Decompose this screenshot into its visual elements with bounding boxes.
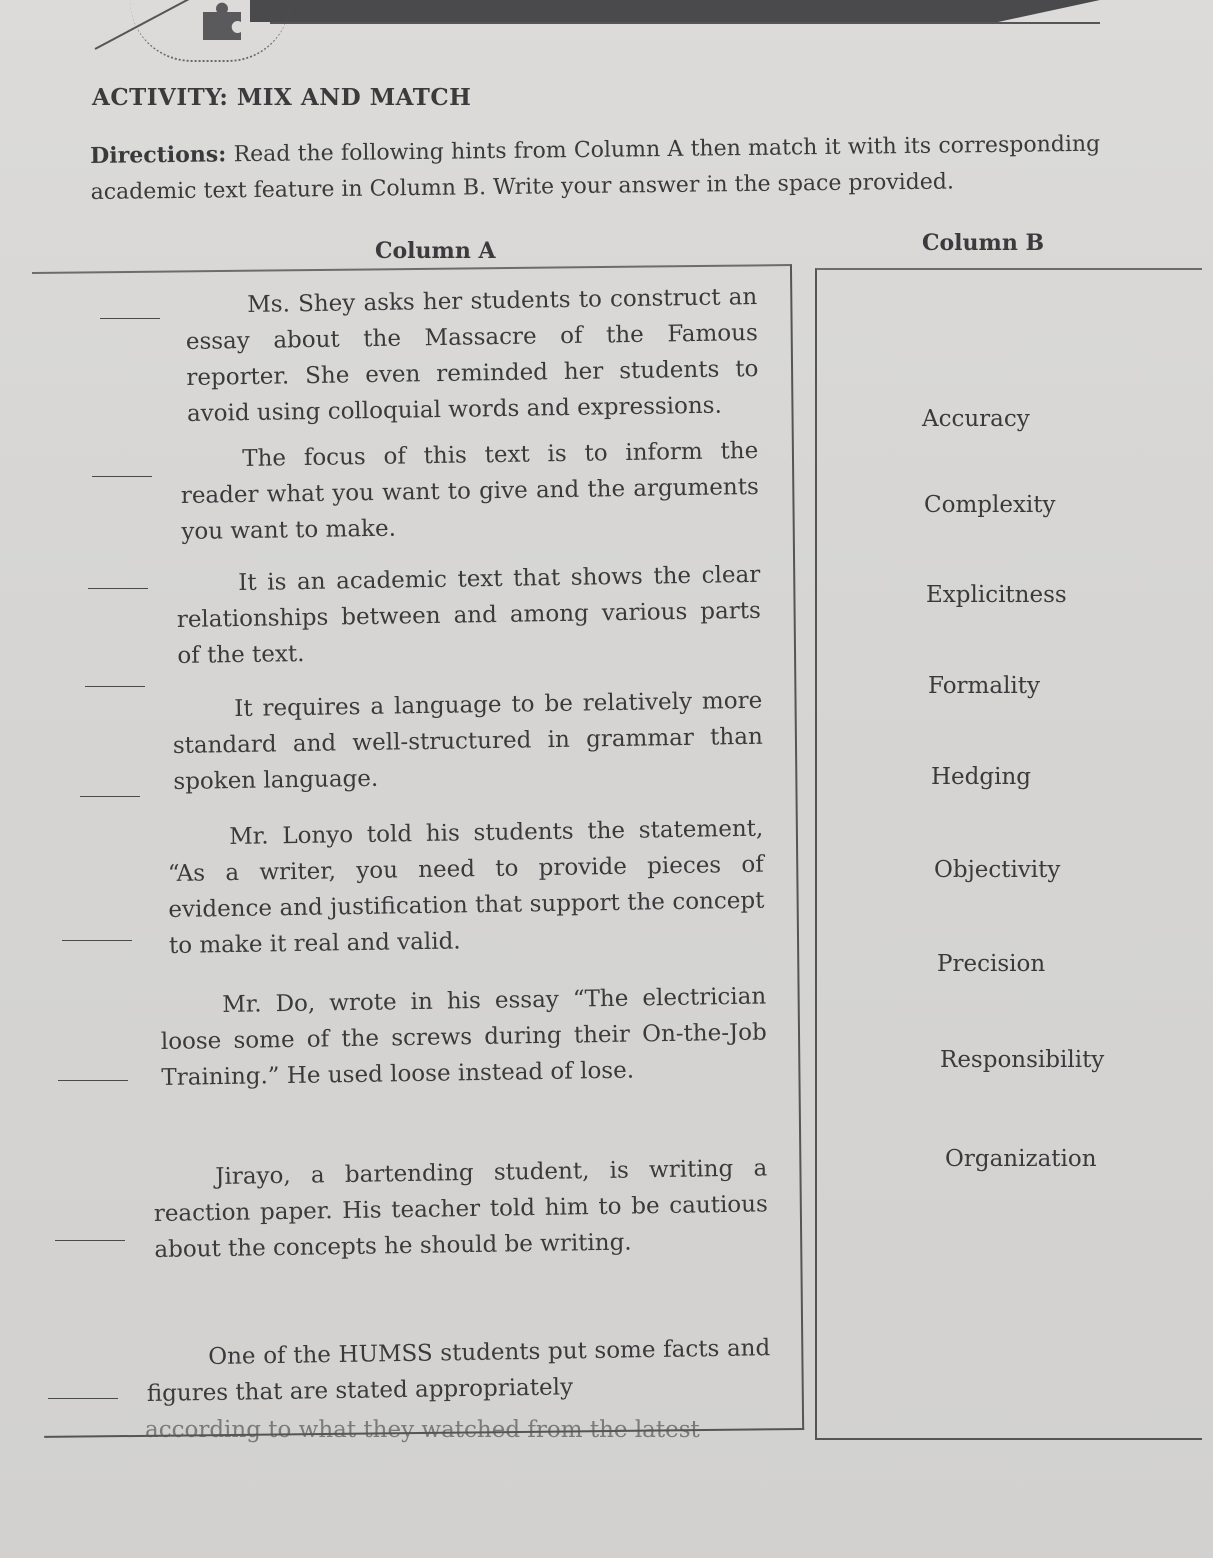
column-b-option-precision: Precision xyxy=(937,951,1046,977)
column-a-item-3 xyxy=(176,557,762,674)
column-a-item-2-text: The focus of this text is to inform the reader what you want to give and the arguments you want to make. xyxy=(180,437,759,545)
column-b-option-accuracy: Accuracy xyxy=(922,406,1030,432)
column-a-item-1 xyxy=(185,279,759,432)
column-a-item-8 xyxy=(146,1330,771,1412)
directions-paragraph xyxy=(90,126,1101,211)
column-a-item-7-text: Jirayo, a bartending student, is writing a reaction paper. His teacher told him to be cautious about the concepts he should be writing. xyxy=(153,1155,768,1263)
column-a-heading: Column A xyxy=(375,238,496,264)
answer-blank-3[interactable] xyxy=(88,588,148,589)
column-b-option-explicitness: Explicitness xyxy=(926,582,1067,608)
column-a-item-3-text: It is an academic text that shows the clear relationships between and among various parts of the text. xyxy=(176,561,761,669)
header-rule xyxy=(270,22,1100,24)
activity-title: ACTIVITY: MIX AND MATCH xyxy=(92,84,472,111)
column-b-option-formality: Formality xyxy=(928,673,1041,699)
answer-blank-6[interactable] xyxy=(62,940,132,941)
column-b-option-objectivity: Objectivity xyxy=(934,857,1061,883)
header-banner xyxy=(250,0,1100,22)
puzzle-piece-icon xyxy=(195,2,255,40)
column-a-item-5-text: Mr. Lonyo told his students the statement, “As a writer, you need to provide pieces of evidence and justification that support the concept to make it real and valid. xyxy=(167,815,765,959)
column-a-item-8-text: One of the HUMSS students put some facts and figures that are stated appropriately xyxy=(146,1335,771,1407)
column-b-option-responsibility: Responsibility xyxy=(940,1047,1105,1073)
column-a-item-6 xyxy=(160,978,768,1096)
column-b-heading: Column B xyxy=(922,230,1045,256)
directions-label: Directions: xyxy=(90,141,227,169)
answer-blank-4[interactable] xyxy=(85,686,145,687)
answer-blank-9[interactable] xyxy=(48,1398,118,1399)
answer-blank-7[interactable] xyxy=(58,1080,128,1081)
answer-blank-1[interactable] xyxy=(100,318,160,319)
column-a-item-2 xyxy=(180,433,760,550)
column-b-option-organization: Organization xyxy=(945,1146,1097,1172)
column-b-option-hedging: Hedging xyxy=(931,764,1032,790)
column-a-item-4-text: It requires a language to be relatively more standard and well-structured in grammar than spoken language. xyxy=(172,687,763,795)
column-b-box xyxy=(815,268,1202,1440)
column-a-item-7 xyxy=(153,1150,769,1268)
column-b-option-complexity: Complexity xyxy=(924,492,1056,518)
column-a-item-1-text: Ms. Shey asks her students to construct an essay about the Massacre of the Famous reporter. She even reminded her students to avoid using colloquial words and expressions. xyxy=(185,284,759,427)
column-a-item-5 xyxy=(167,811,765,964)
directions-text: Read the following hints from Column A then match it with its corresponding academic text feature in Column B. Write your answer in the space provided. xyxy=(90,131,1101,205)
answer-blank-8[interactable] xyxy=(55,1240,125,1241)
answer-blank-2[interactable] xyxy=(92,476,152,477)
column-a-item-6-text: Mr. Do, wrote in his essay “The electrician loose some of the screws during their On-the-Job Training.” He used loose instead of lose. xyxy=(160,983,767,1091)
answer-blank-5[interactable] xyxy=(80,796,140,797)
cutoff-text: according to what they watched from the latest xyxy=(145,1417,700,1443)
column-a-item-4 xyxy=(172,683,764,800)
